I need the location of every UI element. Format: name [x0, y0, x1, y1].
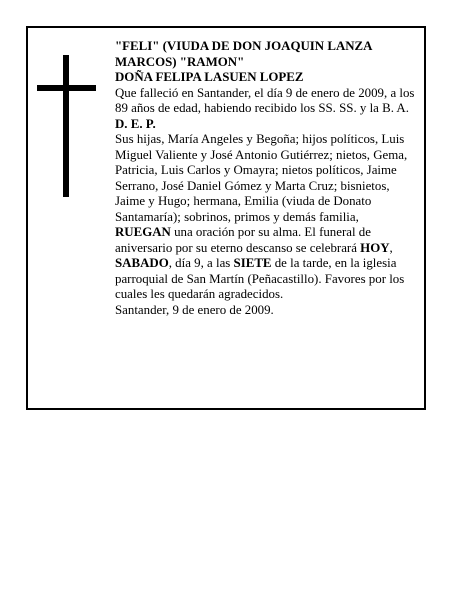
- death-statement: Que falleció en Santander, el día 9 de enero de 2009, a los 89 años de edad, habiendo recibido los SS. SS. y la B. A.: [115, 85, 415, 115]
- funeral-request: [115, 225, 422, 303]
- comma-1: ,: [389, 240, 393, 255]
- notice-body: [115, 39, 422, 318]
- today-word: HOY: [360, 240, 390, 255]
- time-word: SIETE: [233, 256, 272, 270]
- request-text-2: , día 9, a las: [168, 256, 234, 270]
- dep-line: D. E. P.: [115, 116, 156, 131]
- family-list: Sus hijas, María Angeles y Begoña; hijos políticos, Luis Miguel Valiente y José Antonio Gutiérrez; nietos, Gema, Patricia, Luis Carlos y Omayra; nietos políticos, Jaime Serrano, José Daniel Gómez y Marta Cruz; bisnietos, Jaime y Hugo; hermana, Emilia (viuda de Donato Santamaría); sobrinos, primos y demás familia,: [115, 132, 408, 224]
- cross-icon: [63, 55, 69, 197]
- request-text-3: de la tarde, en la iglesia parroquial de San Martín (Peñacastillo). Favores por los cuales les quedarán agradecidos.: [115, 256, 405, 301]
- request-text-1: una oración por su alma. El funeral de aniversario por su eterno descanso se celebrará: [115, 225, 371, 255]
- cross-icon-crossbar: [37, 85, 96, 91]
- heading-name: DOÑA FELIPA LASUEN LOPEZ: [115, 70, 304, 84]
- closing-line: Santander, 9 de enero de 2009.: [115, 302, 274, 317]
- day-word: SABADO: [115, 256, 169, 270]
- request-word: RUEGAN: [115, 225, 171, 239]
- heading-nickname: "FELI" (VIUDA DE DON JOAQUIN LANZA MARCOS) "RAMON": [115, 39, 372, 69]
